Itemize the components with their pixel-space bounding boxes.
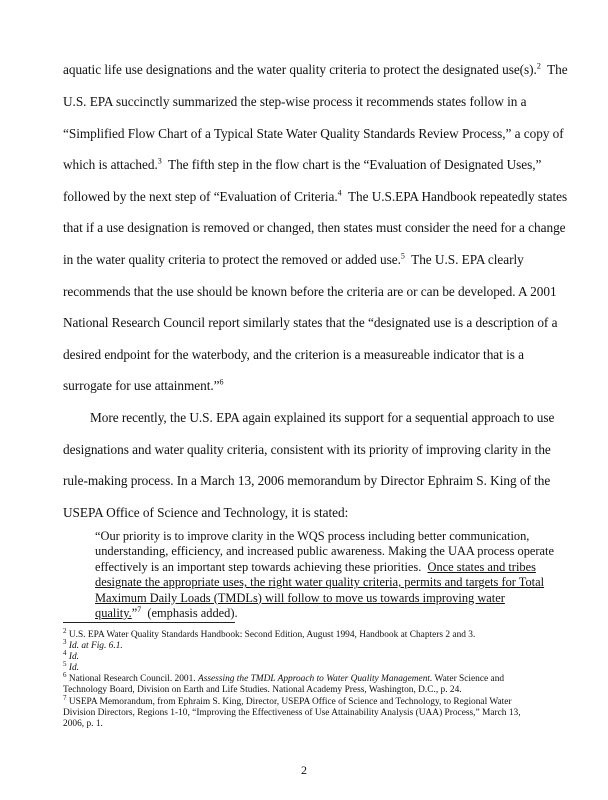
body-line: USEPA Office of Science and Technology, it is stated: [63,505,349,520]
body-line: rule-making process. In a March 13, 2006 memorandum by Director Ephraim S. King of the [63,473,551,488]
block-quote: “Our priority is to improve clarity in the WQS process including better communication, understanding, efficiency, and increased public awareness. Making the UAA process operate effectively is an important step towards achieving these priorities. Once states and tribes designate the appropriate uses, the right water quality criteria, permits and targets for Total Maximum Daily Loads (TMDLs) will follow to move us towards improving water quality.”$^7$ (emphasis added). [95,529,554,621]
emphasized-text: Once states and tribes designate the appropriate uses, the right water quality criteria, permits and targets for Total Maximum Daily Loads (TMDLs) will follow to move us towards improving water quality. [95,559,545,621]
footnote-ref: 3 [157,156,162,166]
footnote-ref: 7 [137,604,142,614]
body-line: U.S. EPA succinctly summarized the step-wise process it recommends states follow in a [63,94,527,109]
body-line: followed by the next step of “Evaluation of Criteria.$^4$ The U.S.EPA Handbook repeatedly states [63,188,568,204]
body-line: desired endpoint for the waterbody, and the criterion is a measureable indicator that is a [63,347,524,362]
footnote: $^7$ USEPA Memorandum, from Ephraim S. King, Director, USEPA Office of Science and Technology, to Regional Water Division Directors, Regions 1-10, “Improving the Effectiveness of Use Attainability Analysis (UAA) Process,” March 13, 2006, p. 1. [63,693,521,729]
body-line: which is attached.$^3$ The fifth step in the flow chart is the “Evaluation of Designated Uses,” [63,156,542,172]
footnote: $^2$ U.S. EPA Water Quality Standards Handbook: Second Edition, August 1994, Handbook at Chapters 2 and 3. [63,626,476,640]
footnote: $^6$ National Research Council. 2001. Assessing the TMDL Approach to Water Quality Management. Water Science and Technology Board, Division on Earth and Life Studies. National Academy Press, Washington, D.C., p. 24. [63,670,505,695]
body-line: aquatic life use designations and the water quality criteria to protect the designated use(s).$^2$ The [63,61,568,77]
footnote: $^3$ Id. at Fig. 6.1. [63,637,123,651]
body-line: surrogate for use attainment.”$^6$ [63,377,224,393]
footnote-ref: 4 [337,188,342,198]
footnote-ref: 2 [536,61,541,71]
footnote-ref: 5 [400,251,405,261]
footnote: $^5$ Id. [63,659,79,673]
page-number: 2 [301,763,307,777]
footnote-divider [63,622,235,623]
footnote: $^4$ Id. [63,648,79,662]
body-line: recommends that the use should be known before the criteria are or can be developed. A 2001 [63,284,557,299]
footnote-ref: 6 [219,377,224,387]
body-line: that if a use designation is removed or changed, then states must consider the need for a change [63,220,566,235]
body-line: “Simplified Flow Chart of a Typical State Water Quality Standards Review Process,” a copy of [63,126,564,141]
body-line: National Research Council report similarly states that the “designated use is a description of a [63,315,558,330]
body-line: in the water quality criteria to protect the removed or added use.$^5$ The U.S. EPA clearly [63,251,524,267]
body-line: More recently, the U.S. EPA again explained its support for a sequential approach to use [90,410,555,425]
body-line: designations and water quality criteria, consistent with its priority of improving clarity in the [63,442,551,457]
